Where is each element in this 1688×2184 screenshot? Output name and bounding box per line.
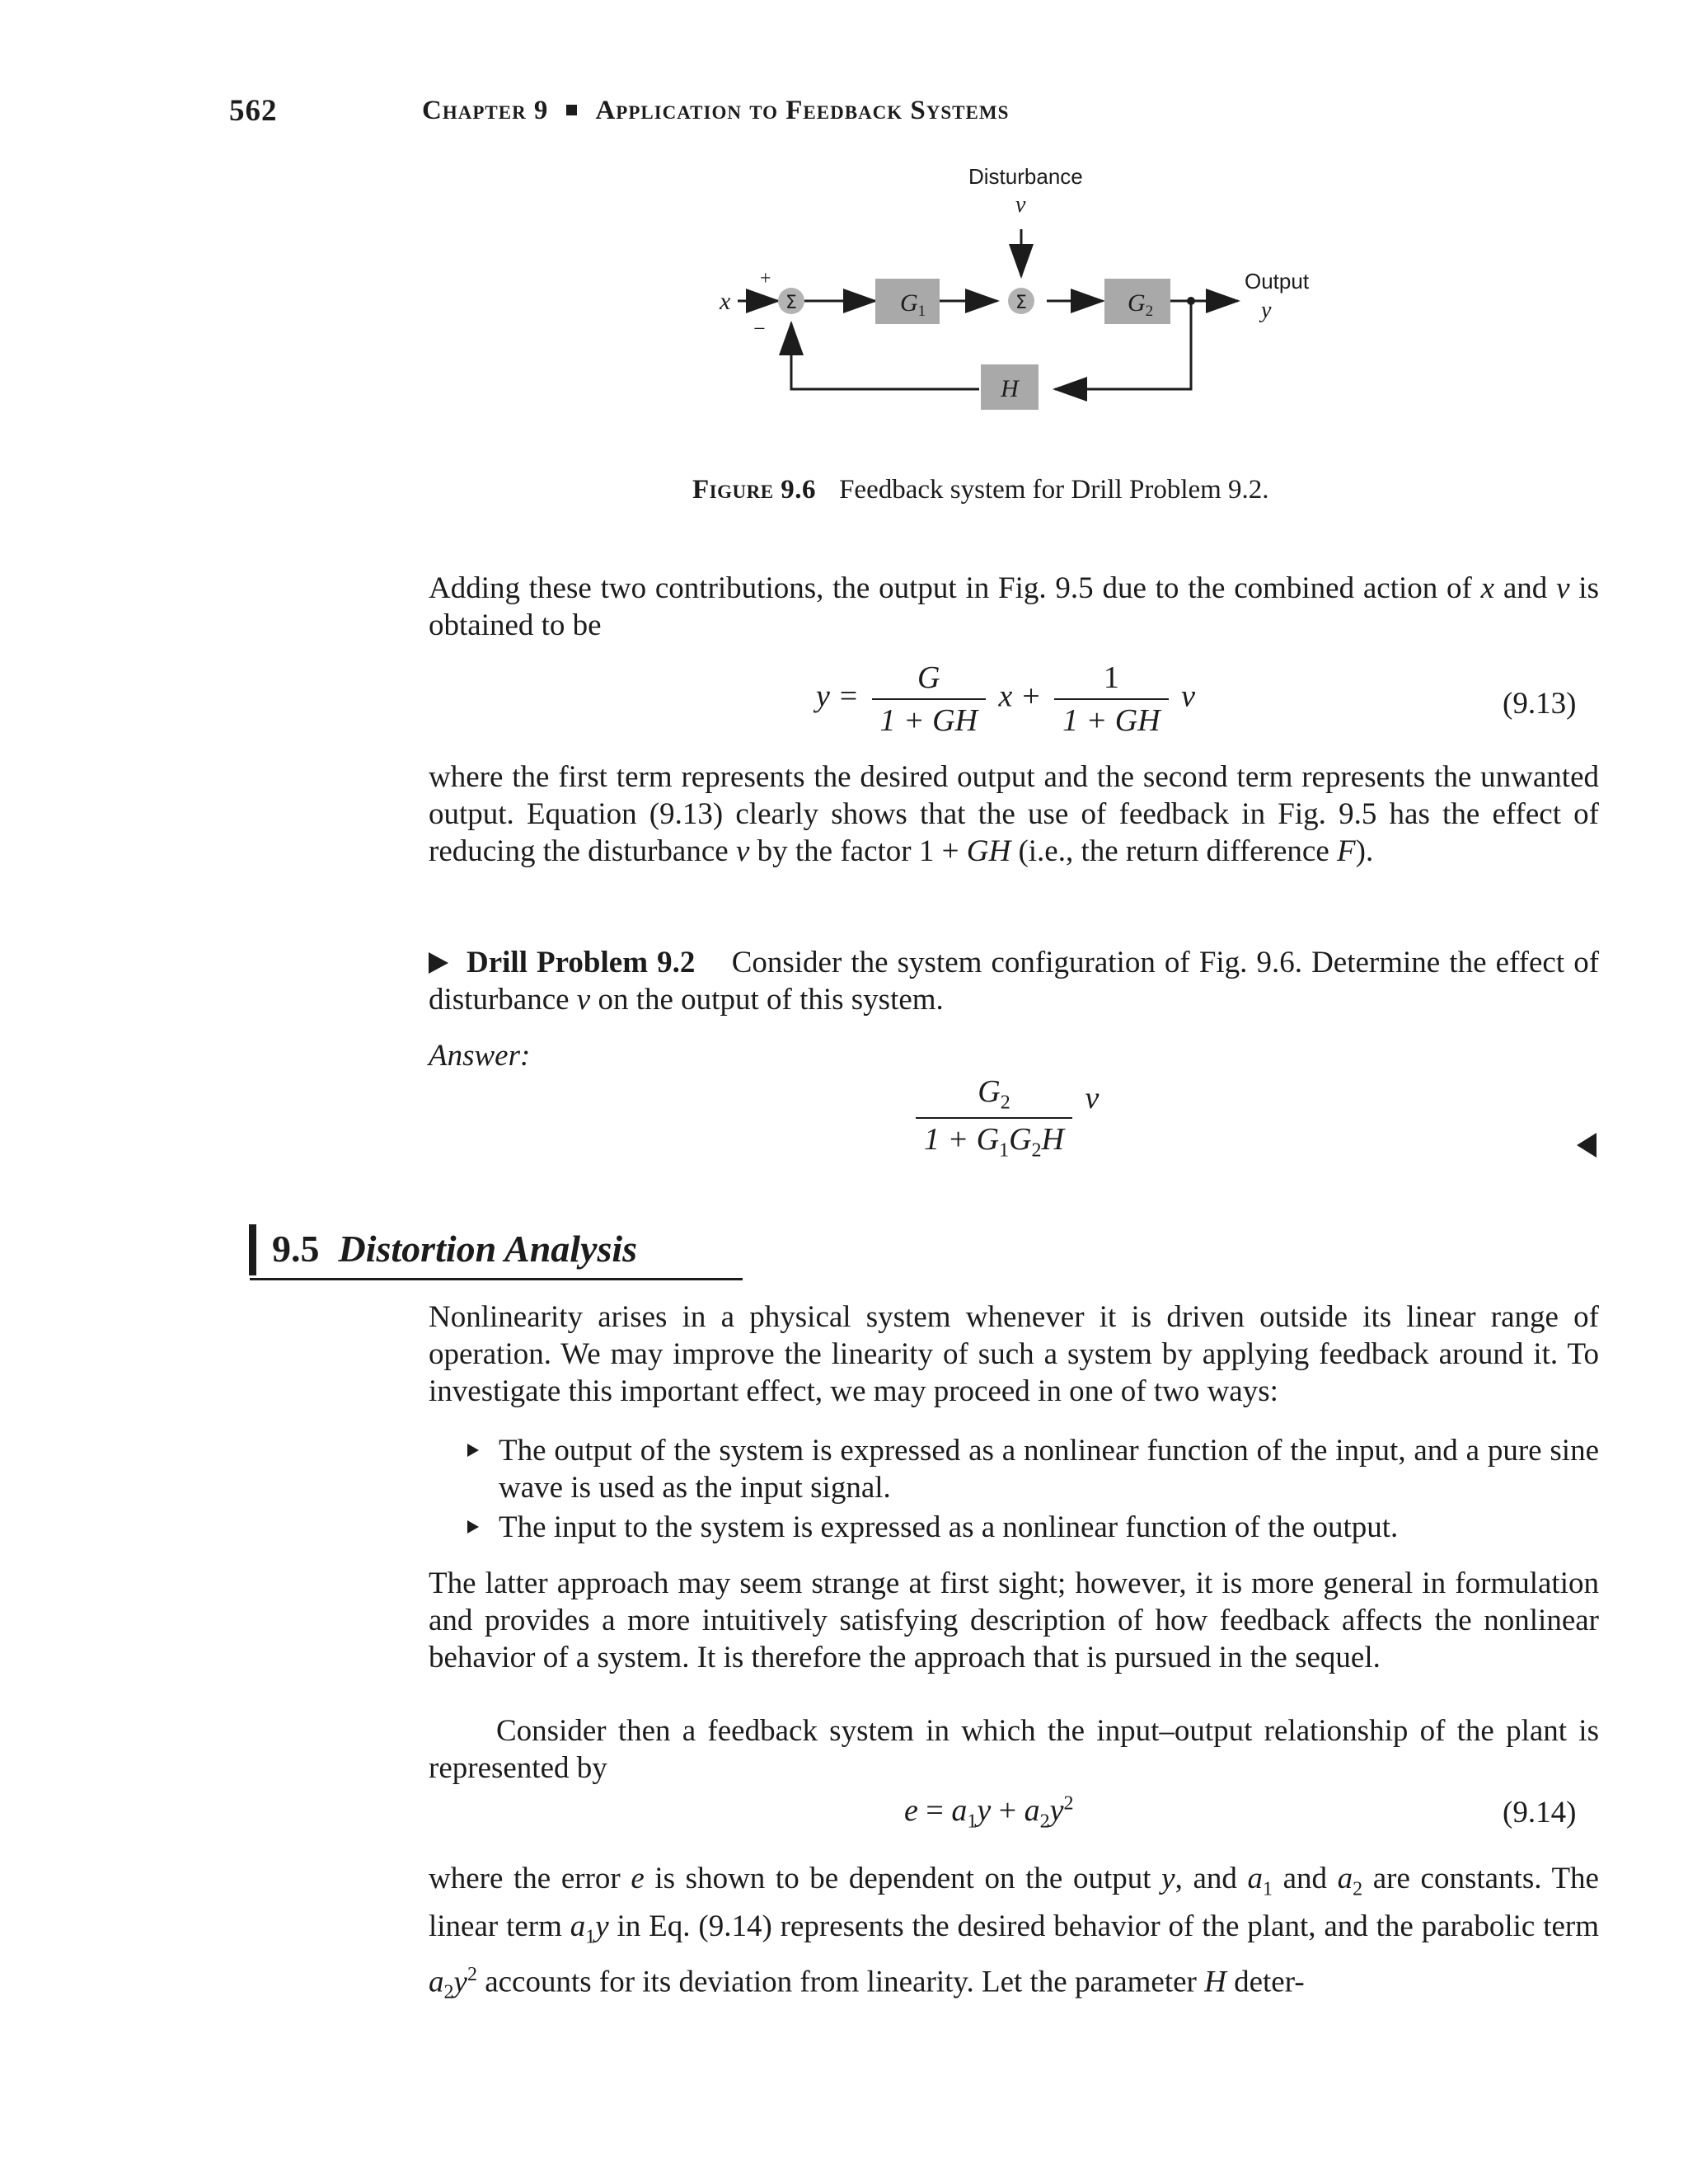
- plus-sign: +: [760, 268, 771, 289]
- chapter-label: Chapter 9: [422, 96, 549, 125]
- equation-9-13: y = $\frac{G}{1 + GH}$ x + $\frac{1}{1 + GH}$ ν: [816, 660, 1195, 738]
- paragraph-nonlinearity: Nonlinearity arises in a physical system whenever it is driven outside its linear range of operation. We may improve the linearity of such a system by applying feedback around it. To investigate this important effect, we may proceed in one of two ways:: [429, 1300, 1599, 1408]
- equation-9-14: $e = a_1y + a_2y^2$: [904, 1792, 1074, 1833]
- output-symbol: y: [1261, 298, 1272, 323]
- feedback-path-to-sum1: [791, 323, 979, 389]
- drill-title: Drill Problem 9.2: [467, 946, 696, 979]
- paragraph-latter-approach: The latter approach may seem strange at first sight; however, it is more general in formulation and provides a more intuitively satisfying description of how feedback affects the nonlinear behavior of a system. It is therefore the approach that is pursued in the sequel.: [429, 1566, 1599, 1674]
- drill-problem: Drill Problem 9.2 Consider the system configuration of Fig. 9.6. Determine the effect of disturbance ν on the output of this system.: [429, 946, 1600, 1017]
- list-item: The input to the system is expressed as a nonlinear function of the output.: [499, 1509, 1599, 1546]
- section-number: 9.5: [272, 1228, 320, 1270]
- section-bar: [249, 1224, 256, 1275]
- block-g1-label: $G_1$: [900, 289, 926, 320]
- figure-caption-text: Feedback system for Drill Problem 9.2.: [839, 475, 1269, 505]
- bullet-arrow-icon: [467, 1444, 479, 1457]
- answer-expression: $\frac{G_2}{1 + G_1G_2H}$ ν: [911, 1073, 1099, 1162]
- drill-marker-icon: [429, 952, 448, 974]
- disturbance-label: Disturbance: [968, 164, 1083, 189]
- paragraph-consider: Consider then a feedback system in which the input–output relationship of the plant is represented by: [429, 1714, 1599, 1785]
- bullet-arrow-icon: [467, 1520, 479, 1533]
- summer2-symbol: Σ: [1015, 293, 1027, 313]
- running-head: [422, 96, 1009, 126]
- figure-caption-label: Figure 9.6: [692, 475, 817, 505]
- output-label: Output: [1245, 269, 1310, 294]
- section-rule: [250, 1278, 743, 1280]
- paragraph-error-dependence: where the error e is shown to be dependent on the output y, and $a_1$ and $a_2$ are constants. The linear term $a_1y$ in Eq. (9.14) represents the desired behavior of the plant, and the parabolic term $a_2y^2$ accounts for its deviation from linearity. Let the parameter H deter-: [429, 1862, 1599, 2003]
- section-title: Distortion Analysis: [338, 1228, 638, 1270]
- input-symbol: x: [720, 288, 731, 315]
- paragraph-combined-output: Adding these two contributions, the output in Fig. 9.5 due to the combined action of x and ν is obtained to be: [429, 571, 1599, 642]
- square-bullet-icon: [566, 105, 577, 115]
- section-heading: [272, 1227, 637, 1270]
- block-h-label: H: [1001, 375, 1019, 402]
- minus-sign: −: [753, 317, 766, 341]
- summer1-symbol: Σ: [785, 293, 797, 313]
- equation-9-14-number: (9.14): [1503, 1796, 1577, 1829]
- answer-label: Answer:: [429, 1039, 531, 1073]
- feedback-block-diagram: [692, 161, 1352, 425]
- block-g2-label: $G_2$: [1128, 289, 1154, 320]
- paragraph-first-term: where the first term represents the desired output and the second term represents the unwanted output. Equation (9.13) clearly shows that the use of feedback in Fig. 9.5 has the effect of reducing the disturbance ν by the factor 1 + GH (i.e., the return difference F).: [429, 760, 1599, 868]
- figure-caption: [692, 475, 1269, 505]
- page-number: 562: [229, 94, 278, 128]
- list-item: The output of the system is expressed as a nonlinear function of the input, and a pure sine wave is used as the input signal.: [499, 1432, 1599, 1506]
- disturbance-symbol: ν: [1015, 192, 1026, 218]
- equation-9-13-number: (9.13): [1503, 687, 1577, 721]
- takeoff-point: [1187, 297, 1195, 305]
- end-of-drill-icon: [1577, 1133, 1597, 1158]
- chapter-title: Application to Feedback Systems: [595, 96, 1010, 125]
